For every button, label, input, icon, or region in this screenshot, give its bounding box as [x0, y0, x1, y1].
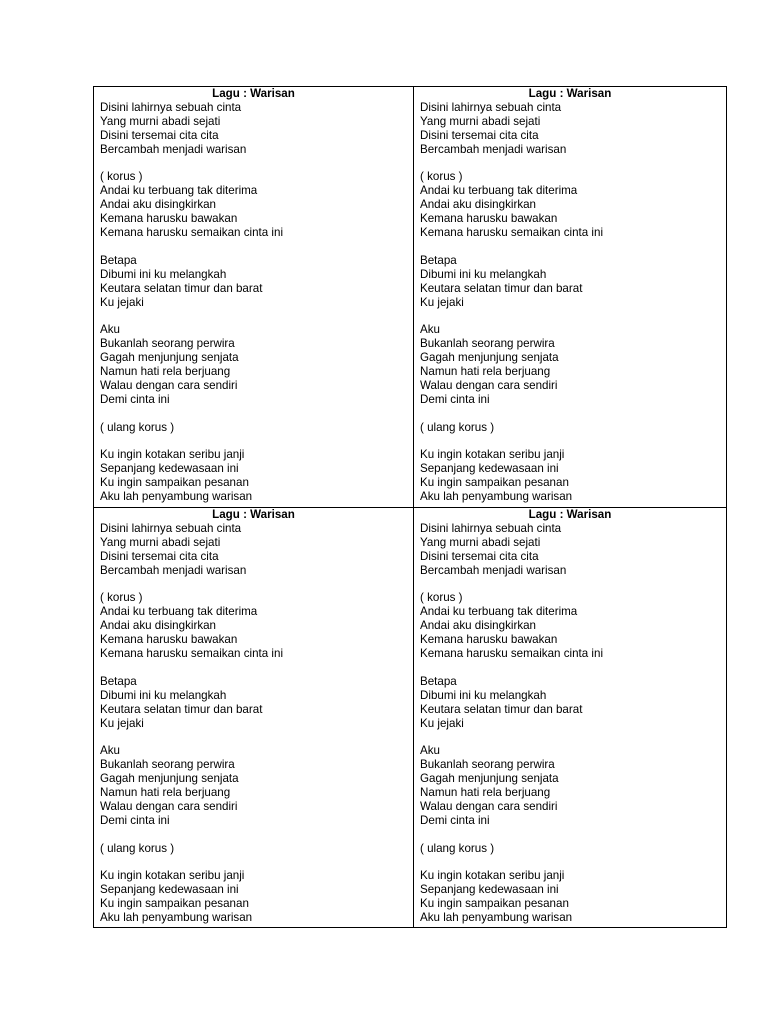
lyric-line: ( ulang korus ) — [100, 420, 175, 434]
lyrics-stanza — [100, 323, 413, 406]
lyrics-stanza — [100, 101, 413, 157]
lyric-line: Gagah menjunjung senjata — [100, 351, 239, 365]
lyric-line: Yang murni abadi sejati — [420, 114, 541, 128]
lyric-line: Andai ku terbuang tak diterima — [420, 184, 578, 198]
lyric-line: Disini lahirnya sebuah cinta — [420, 100, 562, 114]
lyric-line: Bukanlah seorang perwira — [100, 758, 235, 772]
lyric-line: Aku lah penyambung warisan — [100, 911, 253, 925]
lyrics-stanza — [100, 170, 413, 240]
lyric-line: Aku — [420, 744, 440, 758]
lyric-line: Disini lahirnya sebuah cinta — [100, 100, 242, 114]
lyric-line: ( korus ) — [420, 170, 463, 184]
lyrics-stanza — [100, 254, 413, 310]
lyric-line: Sepanjang kedewasaan ini — [100, 462, 239, 476]
lyric-line: Keutara selatan timur dan barat — [420, 702, 583, 716]
lyric-line: Ku ingin kotakan seribu janji — [100, 869, 245, 883]
lyric-line: ( ulang korus ) — [420, 841, 495, 855]
lyric-line: Walau dengan cara sendiri — [420, 799, 558, 813]
lyric-line: Keutara selatan timur dan barat — [420, 281, 583, 295]
lyric-line: Andai ku terbuang tak diterima — [100, 605, 258, 619]
lyric-line: Dibumi ini ku melangkah — [100, 688, 227, 702]
lyric-line: Namun hati rela berjuang — [420, 786, 551, 800]
lyric-line: Aku lah penyambung warisan — [420, 490, 573, 504]
lyric-line: Yang murni abadi sejati — [420, 535, 541, 549]
lyric-line: Betapa — [420, 674, 457, 688]
lyric-line: Bercambah menjadi warisan — [420, 563, 567, 577]
lyric-line: Kemana harusku semaikan cinta ini — [420, 647, 604, 661]
lyric-line: Andai aku disingkirkan — [420, 198, 537, 212]
lyric-line: Disini lahirnya sebuah cinta — [420, 521, 562, 535]
lyrics-card — [413, 507, 726, 927]
lyric-line: Ku jejaki — [420, 716, 464, 730]
lyric-line: Keutara selatan timur dan barat — [100, 702, 263, 716]
lyric-line: Andai aku disingkirkan — [420, 619, 537, 633]
lyric-line: Keutara selatan timur dan barat — [100, 281, 263, 295]
lyric-line: Disini tersemai cita cita — [420, 549, 539, 563]
lyric-line: Ku jejaki — [420, 295, 464, 309]
lyrics-stanza — [420, 869, 726, 925]
lyric-line: Kemana harusku bawakan — [100, 212, 238, 226]
lyric-line: Bukanlah seorang perwira — [100, 337, 235, 351]
lyric-line: Dibumi ini ku melangkah — [420, 688, 547, 702]
lyrics-stanza — [100, 591, 413, 661]
lyric-line: Andai aku disingkirkan — [100, 619, 217, 633]
lyrics-stanza — [100, 448, 413, 504]
lyrics-stanza — [100, 675, 413, 731]
lyric-line: Andai ku terbuang tak diterima — [100, 184, 258, 198]
lyric-line: ( ulang korus ) — [100, 841, 175, 855]
lyric-line: Walau dengan cara sendiri — [100, 378, 238, 392]
lyric-line: Walau dengan cara sendiri — [420, 378, 558, 392]
lyrics-table — [93, 86, 727, 928]
lyrics-card — [413, 87, 726, 507]
lyric-line: ( ulang korus ) — [420, 420, 495, 434]
song-title: Lagu : Warisan — [528, 87, 612, 100]
lyric-line: Sepanjang kedewasaan ini — [420, 462, 559, 476]
lyric-line: Betapa — [100, 674, 137, 688]
lyric-line: ( korus ) — [420, 591, 463, 605]
lyric-line: Sepanjang kedewasaan ini — [100, 883, 239, 897]
lyric-line: Disini tersemai cita cita — [100, 128, 219, 142]
lyric-line: Betapa — [420, 253, 457, 267]
lyric-line: Demi cinta ini — [420, 813, 490, 827]
lyric-line: Disini tersemai cita cita — [100, 549, 219, 563]
lyrics-stanza — [420, 101, 726, 157]
lyric-line: Yang murni abadi sejati — [100, 114, 221, 128]
lyric-line: Demi cinta ini — [420, 392, 490, 406]
lyric-line: Betapa — [100, 253, 137, 267]
lyrics-stanza — [420, 744, 726, 827]
lyric-line: Gagah menjunjung senjata — [420, 351, 559, 365]
lyrics-card — [94, 87, 413, 507]
lyric-line: Sepanjang kedewasaan ini — [420, 883, 559, 897]
lyric-line: Ku ingin kotakan seribu janji — [420, 869, 565, 883]
lyrics-stanza — [420, 591, 726, 661]
lyric-line: Kemana harusku bawakan — [420, 633, 558, 647]
lyrics-stanza — [420, 170, 726, 240]
lyric-line: Kemana harusku semaikan cinta ini — [420, 226, 604, 240]
lyric-line: Ku ingin sampaikan pesanan — [420, 897, 569, 911]
lyric-line: Ku ingin sampaikan pesanan — [100, 476, 249, 490]
lyric-line: ( korus ) — [100, 591, 143, 605]
song-title: Lagu : Warisan — [212, 508, 295, 521]
lyric-line: Dibumi ini ku melangkah — [100, 267, 227, 281]
lyric-line: Ku ingin sampaikan pesanan — [100, 897, 249, 911]
lyric-line: Andai aku disingkirkan — [100, 198, 217, 212]
lyric-line: Gagah menjunjung senjata — [100, 772, 239, 786]
song-title: Lagu : Warisan — [528, 508, 612, 521]
lyric-line: Demi cinta ini — [100, 813, 170, 827]
lyric-line: Ku jejaki — [100, 716, 144, 730]
lyric-line: Bukanlah seorang perwira — [420, 758, 555, 772]
lyric-line: Dibumi ini ku melangkah — [420, 267, 547, 281]
lyric-line: Ku ingin kotakan seribu janji — [420, 448, 565, 462]
lyrics-stanza — [420, 254, 726, 310]
lyric-line: Kemana harusku semaikan cinta ini — [100, 226, 284, 240]
lyric-line: Kemana harusku semaikan cinta ini — [100, 647, 284, 661]
lyric-line: Demi cinta ini — [100, 392, 170, 406]
lyric-line: ( korus ) — [100, 170, 143, 184]
lyric-line: Aku lah penyambung warisan — [100, 490, 253, 504]
lyric-line: Kemana harusku bawakan — [100, 633, 238, 647]
lyrics-stanza — [100, 744, 413, 827]
lyric-line: Namun hati rela berjuang — [420, 365, 551, 379]
lyric-line: Bercambah menjadi warisan — [100, 563, 247, 577]
lyric-line: Andai ku terbuang tak diterima — [420, 605, 578, 619]
lyric-line: Ku ingin sampaikan pesanan — [420, 476, 569, 490]
lyric-line: Ku ingin kotakan seribu janji — [100, 448, 245, 462]
lyric-line: Kemana harusku bawakan — [420, 212, 558, 226]
lyric-line: Disini tersemai cita cita — [420, 128, 539, 142]
lyric-line: Aku lah penyambung warisan — [420, 911, 573, 925]
lyrics-stanza — [420, 522, 726, 578]
lyric-line: Bukanlah seorang perwira — [420, 337, 555, 351]
lyric-line: Namun hati rela berjuang — [100, 365, 231, 379]
lyrics-stanza — [420, 323, 726, 406]
lyrics-stanza — [100, 421, 413, 435]
lyric-line: Bercambah menjadi warisan — [420, 142, 567, 156]
lyrics-stanza — [420, 675, 726, 731]
lyrics-card — [94, 507, 413, 927]
lyric-line: Bercambah menjadi warisan — [100, 142, 247, 156]
lyric-line: Aku — [420, 323, 440, 337]
lyrics-stanza — [420, 842, 726, 856]
lyric-line: Yang murni abadi sejati — [100, 535, 221, 549]
lyrics-stanza — [100, 869, 413, 925]
lyrics-stanza — [100, 522, 413, 578]
lyric-line: Ku jejaki — [100, 295, 144, 309]
lyrics-stanza — [420, 421, 726, 435]
lyrics-stanza — [420, 448, 726, 504]
lyric-line: Namun hati rela berjuang — [100, 786, 231, 800]
lyric-line: Walau dengan cara sendiri — [100, 799, 238, 813]
lyrics-stanza — [100, 842, 413, 856]
lyric-line: Disini lahirnya sebuah cinta — [100, 521, 242, 535]
lyric-line: Gagah menjunjung senjata — [420, 772, 559, 786]
lyric-line: Aku — [100, 744, 120, 758]
lyric-line: Aku — [100, 323, 120, 337]
song-title: Lagu : Warisan — [212, 87, 295, 100]
